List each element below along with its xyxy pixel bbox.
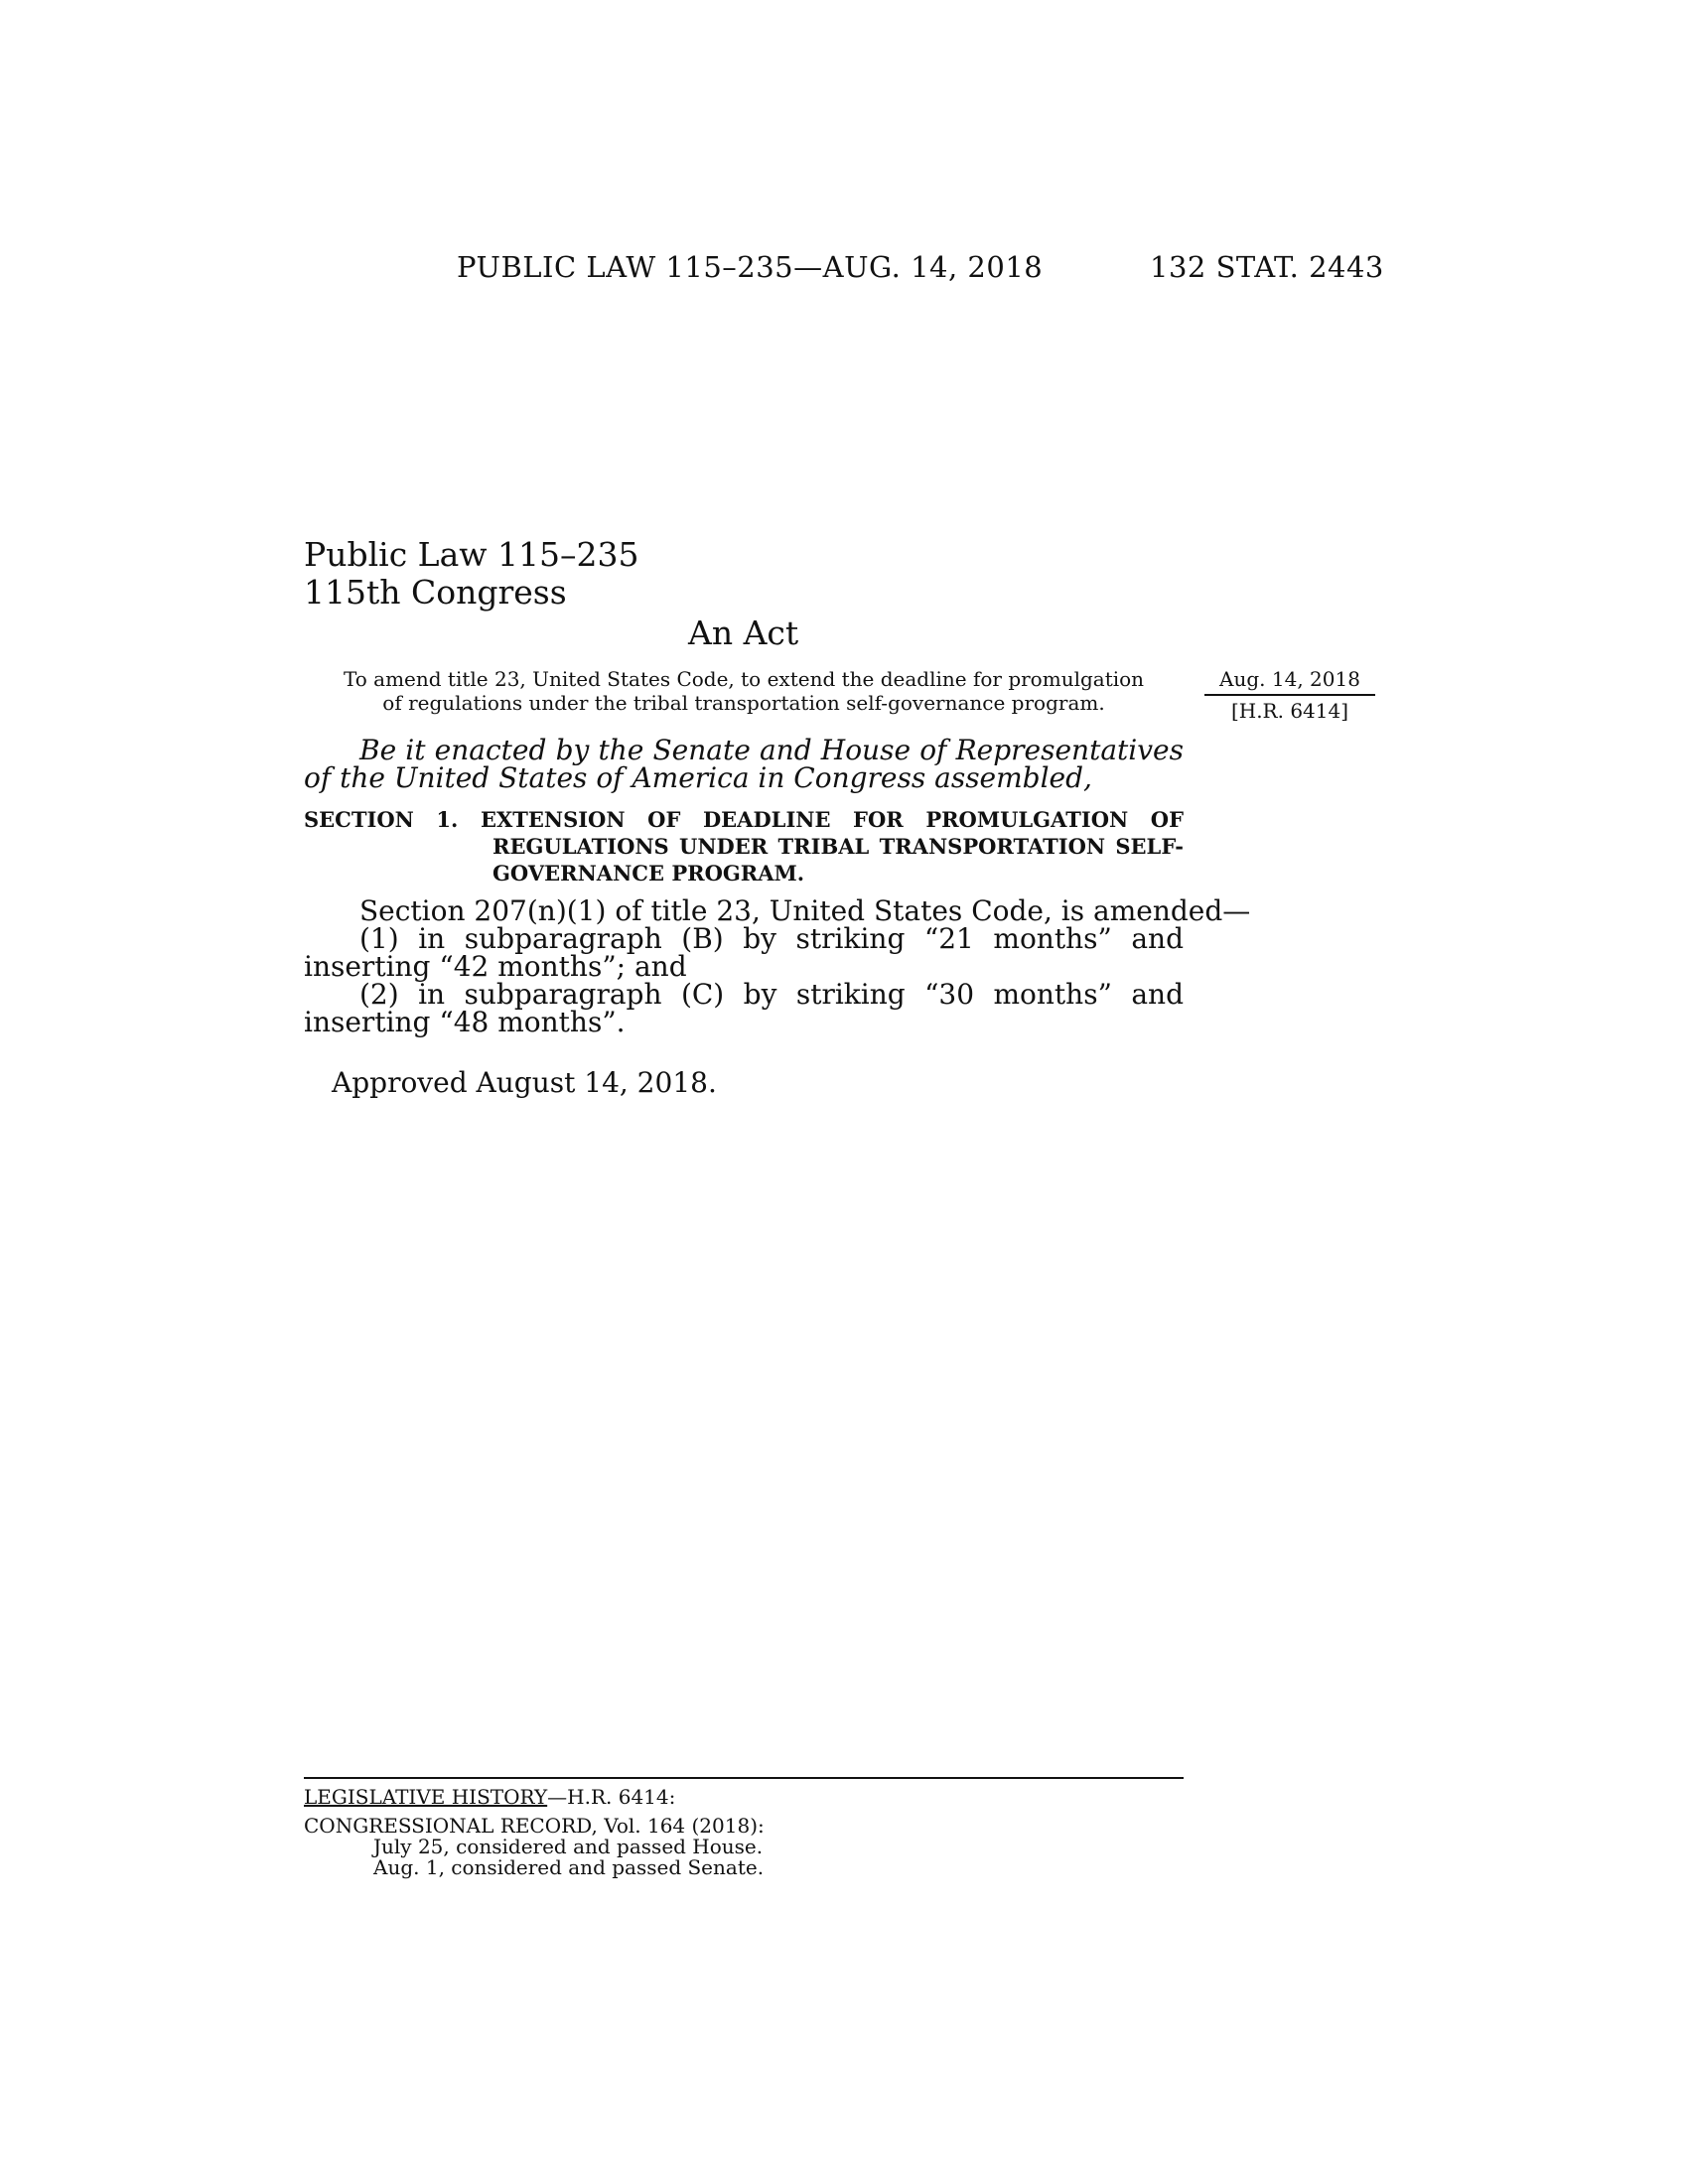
legislative-history [304, 1787, 765, 1878]
approval-date: Approved August 14, 2018. [332, 1066, 717, 1099]
legislative-history-label: LEGISLATIVE HISTORY [304, 1785, 548, 1809]
act-heading: An Act [688, 614, 799, 652]
long-title-line-1: To amend title 23, United States Code, to extend the deadline for promulgation [343, 667, 1145, 691]
section-intro: Section 207(n)(1) of title 23, United States Code, is amended— [359, 894, 1251, 927]
congress-number: 115th Congress [304, 573, 567, 612]
legislative-action: Aug. 1, considered and passed Senate. [373, 1855, 765, 1879]
section-heading: SECTION 1. EXTENSION OF DEADLINE FOR PROMULGATION OF REGULATIONS UNDER TRIBAL TRANSPORTATION SELF-GOVERNANCE PROGRAM. [304, 807, 1184, 886]
congressional-record: CONGRESSIONAL RECORD, Vol. 164 (2018): [304, 1814, 765, 1838]
enacting-clause: Be it enacted by the Senate and House of Representatives of the United States of America in Congress assembled, [304, 734, 1184, 794]
amendment-item-2: (2) in subparagraph (C) by striking “30 months” and inserting “48 months”. [304, 978, 1184, 1038]
statute-page-number: 132 STAT. 2443 [1150, 250, 1384, 284]
margin-note-date: Aug. 14, 2018 [1204, 667, 1375, 696]
long-title [338, 667, 1150, 715]
public-law-number: Public Law 115–235 [304, 535, 639, 574]
legislative-action: July 25, considered and passed House. [373, 1835, 764, 1858]
margin-note-bill-number: [H.R. 6414] [1230, 699, 1349, 723]
running-head-title: PUBLIC LAW 115–235—AUG. 14, 2018 [457, 250, 1044, 284]
long-title-line-2: of regulations under the tribal transportation self-governance program. [382, 691, 1105, 715]
margin-notes [1204, 667, 1375, 723]
footnote-divider [304, 1777, 1184, 1779]
section-body [304, 894, 1251, 1038]
legislative-history-bill: —H.R. 6414: [547, 1785, 676, 1809]
amendment-item-1: (1) in subparagraph (B) by striking “21 months” and inserting “42 months”; and [304, 922, 1184, 983]
legislative-history-heading [304, 1787, 675, 1808]
